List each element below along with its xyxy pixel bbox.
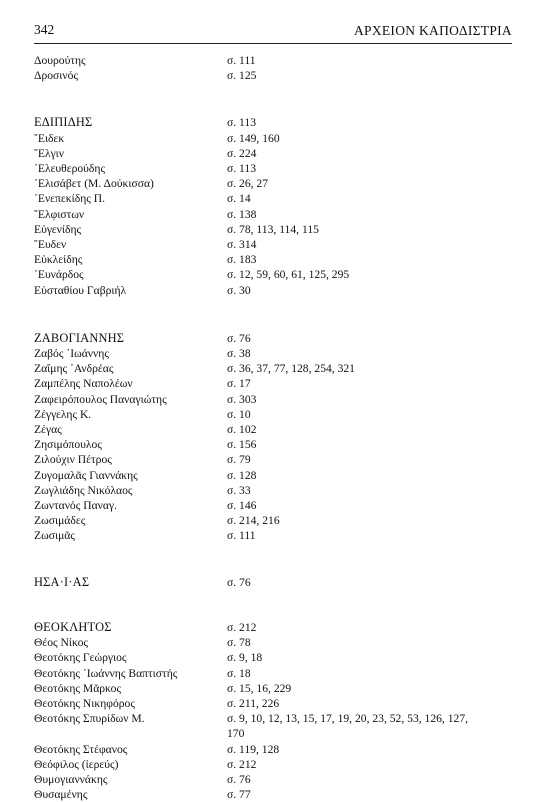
entry-page-refs: σ. 36, 37, 77, 128, 254, 321: [227, 362, 355, 376]
entry-name: ᾿Ενεπεκίδης Π.: [34, 192, 106, 206]
entry-name: Εὐσταθίου Γαβριήλ: [34, 283, 127, 297]
section-heading-name: ΕΔΙΠΙΔΗΣ: [34, 115, 93, 130]
entry-page-refs: σ. 113: [227, 116, 257, 130]
index-entry: [34, 696, 514, 711]
entry-page-refs: σ. 146: [227, 499, 257, 513]
entry-name: ᾿Ελισάβετ (Μ. Δούκισσα): [34, 177, 154, 191]
index-entry: [34, 283, 514, 298]
entry-name: ᾿Ελευθερούδης: [34, 162, 106, 176]
index-entry: [34, 252, 514, 267]
page-header: [34, 22, 512, 42]
entry-name: Θυσαμένης: [34, 788, 88, 802]
entry-page-refs: σ. 9, 18: [227, 651, 263, 665]
page-number: 342: [34, 22, 55, 37]
entry-page-refs: σ. 9, 10, 12, 13, 15, 17, 19, 20, 23, 52, 53, 126, 127,: [227, 712, 469, 726]
entry-page-refs: σ. 33: [227, 483, 251, 497]
index-group-th: [34, 620, 514, 802]
entry-page-refs: σ. 38: [227, 347, 251, 361]
index-entry: [34, 468, 514, 483]
group-spacer: [34, 298, 514, 331]
index-entry: [34, 207, 514, 222]
entry-name: Ζωσιμάδες: [34, 514, 86, 528]
index-entry: [34, 131, 514, 146]
index-group-h: [34, 575, 514, 590]
running-title: ΑΡΧΕΙΟΝ ΚΑΠΟΔΙΣΤΡΙΑ: [353, 23, 512, 38]
index-entry: [34, 68, 514, 83]
index-entry: [34, 681, 514, 696]
index-entry: [34, 742, 514, 757]
index-entry: [34, 407, 514, 422]
entry-page-refs: σ. 12, 59, 60, 61, 125, 295: [227, 268, 350, 282]
index-entry: [34, 161, 514, 176]
index-group-d: [34, 53, 514, 83]
entry-name: Ζαβός ᾿Ιωάννης: [34, 347, 109, 361]
index-entry: [34, 237, 514, 252]
entry-name: Θεοτόκης Στέφανος: [34, 742, 128, 756]
entry-page-refs: σ. 119, 128: [227, 742, 280, 756]
entry-name: Θεοτόκης Μᾶρκος: [34, 681, 122, 695]
entry-name: Θεοτόκης Σπυρίδων Μ.: [34, 712, 145, 726]
index-entry: [34, 331, 514, 346]
entry-name: Ζιλούχιν Πέτρος: [34, 453, 112, 467]
entry-page-refs: σ. 15, 16, 229: [227, 681, 292, 695]
entry-page-refs: σ. 78, 113, 114, 115: [227, 222, 319, 236]
group-spacer: [34, 544, 514, 575]
section-heading-name: ΗΣΑ·Ι·ΑΣ: [34, 574, 90, 589]
index-entry: [34, 437, 514, 452]
index-entry: [34, 498, 514, 513]
entry-page-refs: σ. 183: [227, 253, 257, 267]
entry-name: Θεοτόκης Γεώργιος: [34, 651, 127, 665]
entry-name: Ζυγομαλᾶς Γιαννάκης: [34, 468, 138, 482]
entry-page-refs: σ. 125: [227, 69, 257, 83]
entry-name: Θεόφιλος (ἱερεύς): [34, 757, 119, 771]
entry-name: Δροσινός: [34, 69, 79, 83]
entry-name: ῎Ελγιν: [34, 146, 65, 160]
entry-name: ῎Ειδεκ: [34, 131, 65, 145]
entry-page-refs: σ. 30: [227, 283, 251, 297]
index-entry: [34, 620, 514, 635]
entry-name: Ζωσιμᾶς: [34, 529, 75, 543]
index-entry: [34, 361, 514, 376]
entry-name: ῞Ευδεν: [34, 238, 67, 252]
index-entry: [34, 635, 514, 650]
index-entry: [34, 346, 514, 361]
index-entry: [34, 392, 514, 407]
entry-page-refs: σ. 111: [227, 529, 256, 543]
entry-name: [34, 726, 227, 741]
index-entry: [34, 711, 514, 726]
entry-page-refs: σ. 14: [227, 192, 251, 206]
entry-name: Θεοτόκης Νικηφόρος: [34, 696, 135, 710]
entry-page-refs: σ. 76: [227, 575, 251, 589]
entry-page-refs: σ. 212: [227, 620, 257, 634]
entry-page-refs: σ. 138: [227, 207, 257, 221]
header-rule: [34, 43, 512, 44]
entry-page-refs: σ. 77: [227, 788, 251, 802]
entry-name: Ζαμπέλης Ναπολέων: [34, 377, 133, 391]
index-entry: [34, 575, 514, 590]
entry-page-refs: σ. 224: [227, 146, 257, 160]
index-entry: [34, 115, 514, 130]
entry-page-refs: σ. 156: [227, 438, 257, 452]
entry-page-refs: σ. 102: [227, 423, 257, 437]
entry-name: Δουρούτης: [34, 54, 86, 67]
entry-name: Εὐγενίδης: [34, 222, 82, 236]
index-entry: [34, 650, 514, 665]
entry-page-refs: σ. 128: [227, 468, 257, 482]
entry-name: Εὐκλείδης: [34, 253, 83, 267]
index-entry: [34, 53, 514, 68]
index-entry: [34, 222, 514, 237]
entry-name: Ζέγας: [34, 423, 62, 437]
index-group-e: [34, 115, 514, 297]
entry-page-refs: σ. 26, 27: [227, 177, 269, 191]
entry-page-refs: σ. 211, 226: [227, 696, 280, 710]
entry-page-refs: σ. 18: [227, 666, 251, 680]
group-spacer: [34, 83, 514, 115]
entry-name: Ζαφειρόπουλος Παναγιώτης: [34, 392, 167, 406]
index-entry: [34, 513, 514, 528]
entry-page-refs: σ. 79: [227, 453, 251, 467]
index-entry: [34, 726, 514, 741]
entry-page-refs: σ. 17: [227, 377, 251, 391]
index-entry: [34, 452, 514, 467]
index-entry: [34, 267, 514, 282]
index-group-z: [34, 331, 514, 544]
index-entry: [34, 376, 514, 391]
entry-page-refs: σ. 76: [227, 772, 251, 786]
entry-page-refs: σ. 78: [227, 636, 251, 650]
index-entry: [34, 176, 514, 191]
entry-name: Ζαΐμης ᾿Ανδρέας: [34, 362, 114, 376]
index-entry: [34, 757, 514, 772]
entry-name: Θεοτόκης ᾿Ιωάννης Βαπτιστής: [34, 666, 178, 680]
entry-name: ᾿Ευνάρδος: [34, 268, 84, 282]
entry-page-refs: σ. 303: [227, 392, 257, 406]
entry-page-refs: σ. 149, 160: [227, 131, 280, 145]
entry-name: Θυμογιαννάκης: [34, 772, 108, 786]
entry-name: Ζωγλιάδης Νικόλαος: [34, 483, 133, 497]
entry-name: Θέος Νίκος: [34, 636, 88, 650]
section-heading-name: ΖΑΒΟΓΙΑΝΝΗΣ: [34, 330, 125, 345]
index-entry: [34, 146, 514, 161]
entry-page-refs: σ. 113: [227, 162, 257, 176]
index-entry: [34, 772, 514, 787]
entry-name: Ζέγγελης Κ.: [34, 407, 92, 421]
entry-name: ῎Ελφιστων: [34, 207, 85, 221]
index-entry: [34, 422, 514, 437]
index-entry: [34, 483, 514, 498]
section-heading-name: ΘΕΟΚΛΗΤΟΣ: [34, 619, 112, 634]
index-entries: [34, 53, 514, 802]
index-entry: [34, 666, 514, 681]
entry-name: Ζωντανός Παναγ.: [34, 499, 118, 513]
group-spacer: [34, 590, 514, 620]
index-entry: [34, 528, 514, 543]
index-entry: [34, 191, 514, 206]
entry-page-refs: σ. 212: [227, 757, 257, 771]
entry-page-refs: σ. 111: [227, 54, 256, 67]
entry-page-refs: σ. 10: [227, 407, 251, 421]
entry-page-refs: σ. 76: [227, 331, 251, 345]
entry-page-refs: 170: [227, 727, 245, 741]
entry-page-refs: σ. 314: [227, 238, 257, 252]
entry-page-refs: σ. 214, 216: [227, 514, 280, 528]
entry-name: Ζησιμόπουλος: [34, 438, 102, 452]
